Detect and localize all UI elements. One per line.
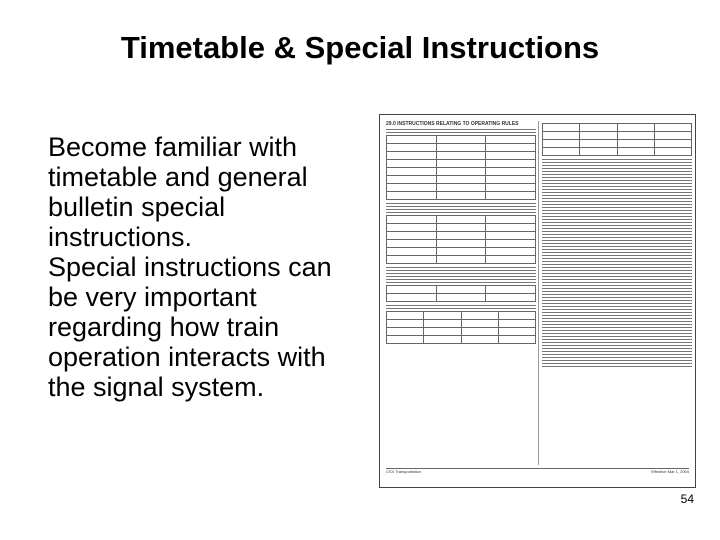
document-footer: [386, 468, 689, 483]
clearance-table: [386, 215, 536, 264]
text-block: [386, 305, 536, 309]
page-number: 54: [680, 492, 694, 506]
document-header: 29.0 INSTRUCTIONS RELATING TO OPERATING RULES: [386, 121, 519, 127]
text-block: [386, 267, 536, 283]
footer-left-text: CSX Transportation: [386, 469, 421, 474]
paragraph-timetable: Become familiar with timetable and general bulletin special instructions.: [48, 132, 308, 252]
timetable-document-image: [379, 114, 696, 488]
column-divider: [538, 121, 539, 465]
crossings-table-2: [386, 311, 536, 344]
text-block: [542, 159, 692, 367]
text-block: [386, 203, 536, 213]
paragraph-special-instructions: Special instructions can be very important regarding how train operation interacts with the signal system.: [48, 252, 332, 402]
document-left-column: [386, 121, 536, 465]
text-block: [386, 129, 536, 133]
slide-body: [48, 132, 358, 402]
footer-right-text: Effective Mar 1, 2004: [651, 469, 689, 474]
slide-title: Timetable & Special Instructions: [120, 30, 600, 65]
document-right-column: [542, 121, 692, 465]
speed-table: [542, 123, 692, 156]
detector-table: [386, 135, 536, 200]
crossings-table: [386, 285, 536, 302]
